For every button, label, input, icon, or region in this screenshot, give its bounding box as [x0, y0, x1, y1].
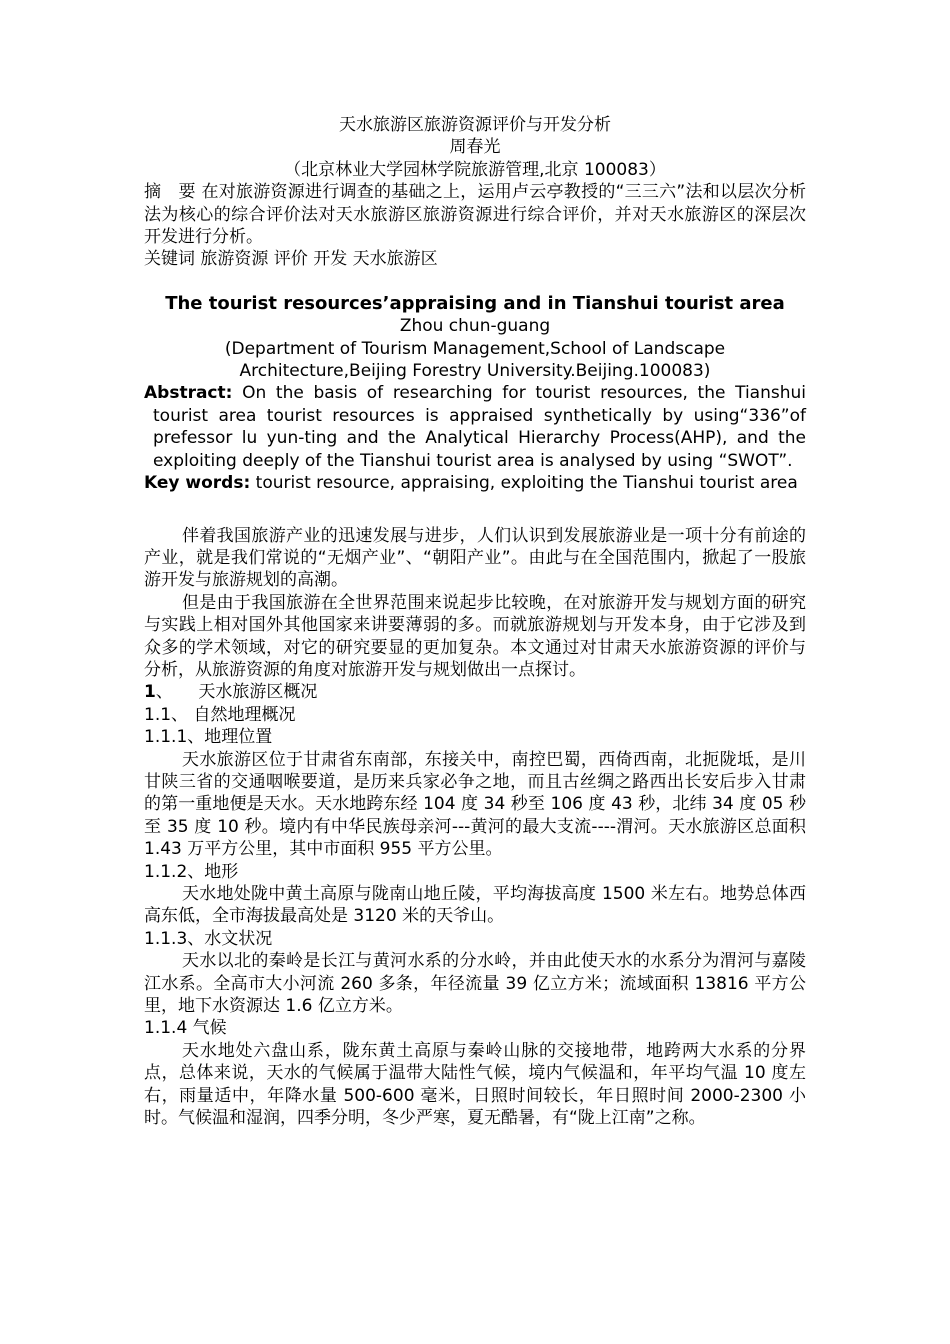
chinese-keywords-text: 旅游资源 评价 开发 天水旅游区 — [195, 249, 438, 270]
english-keywords — [144, 472, 806, 494]
section-1-1-heading: 1.1、 自然地理概况 — [144, 704, 296, 725]
spacer — [144, 495, 806, 525]
climate-paragraph: 天水地处六盘山系，陇东黄土高原与秦岭山脉的交接地带，地跨两大水系的分界点，总体来说，天水的气候属于温带大陆性气候，境内气候温和，年平均气温 10 度左右，雨量适中，年降水量 500-600 毫米，日照时间较长，年日照时间 2000-2300 小时。气候温和湿润，四季分明，冬少严寒，夏无酷暑，有“陇上江南”之称。 — [144, 1040, 806, 1129]
section-1-title: 天水旅游区概况 — [198, 682, 318, 703]
section-1-1-4-heading: 1.1.4 气候 — [144, 1018, 227, 1039]
english-abstract-label: Abstract: — [144, 383, 233, 404]
spacer — [144, 271, 806, 293]
english-affiliation-line-2: Architecture,Beijing Forestry University.Beijing.100083) — [239, 361, 711, 382]
chinese-abstract-text: 在对旅游资源进行调查的基础之上，运用卢云亭教授的“三三六”法和以层次分析法为核心的综合评价法对天水旅游区旅游资源进行综合评价，并对天水旅游区的深层次开发进行分析。 — [144, 182, 806, 248]
location-paragraph: 天水旅游区位于甘肃省东南部，东接关中，南控巴蜀，西倚西南，北扼陇坻，是川甘陕三省的交通咽喉要道，是历来兵家必争之地，而且古丝绸之路西出长安后步入甘肃的第一重地便是天水。天水地跨东经 104 度 34 秒至 106 度 43 秒，北纬 34 度 05 秒至 35 度 10 秒。境内有中华民族母亲河---黄河的最大支流----渭河。天水旅游区总面积 1.43 万平方公里，其中市面积 955 平方公里。 — [144, 749, 806, 860]
english-title: The tourist resources’appraising and in Tianshui tourist area — [165, 292, 785, 314]
english-author: Zhou chun-guang — [399, 316, 551, 337]
section-1-separator: 、 — [155, 682, 199, 703]
english-abstract — [144, 382, 806, 472]
section-1-1-2-heading: 1.1.2、地形 — [144, 861, 239, 882]
intro-paragraph-1: 伴着我国旅游产业的迅速发展与进步，人们认识到发展旅游业是一项十分有前途的产业，就是我们常说的“无烟产业”、“朝阳产业”。由此与在全国范围内，掀起了一股旅游开发与旅游规划的高潮。 — [144, 525, 806, 591]
section-1-heading — [144, 681, 806, 703]
section-1-number: 1 — [144, 682, 156, 703]
chinese-affiliation: （北京林业大学园林学院旅游管理,北京 100083） — [284, 159, 666, 180]
english-abstract-text: On the basis of researching for tourist resources, the Tianshui tourist area tourist resources is appraised synthetically by using“336”of prefessor lu yun-ting and the Analytical Hierarchy Process(AHP), and the exploiting deeply of the Tianshui tourist area is analysed by using “SWOT”. — [153, 383, 806, 471]
chinese-title: 天水旅游区旅游资源评价与开发分析 — [339, 115, 611, 135]
english-keywords-text: tourist resource, appraising, exploiting the Tianshui tourist area — [250, 473, 798, 494]
hydrology-paragraph: 天水以北的秦岭是长江与黄河水系的分水岭，并由此使天水的水系分为渭河与嘉陵江水系。全高市大小河流 260 多条，年径流量 39 亿立方米；流域面积 13816 平方公里，地下水资源达 1.6 亿立方米。 — [144, 951, 806, 1017]
chinese-keywords — [144, 248, 806, 270]
english-affiliation-line-1: (Department of Tourism Management,School of Landscape — [224, 338, 726, 359]
chinese-keywords-label: 关键词 — [144, 249, 195, 270]
page-content — [144, 114, 806, 1129]
terrain-paragraph: 天水地处陇中黄土高原与陇南山地丘陵，平均海拔高度 1500 米左右。地势总体西高东低，全市海拔最高处是 3120 米的天爷山。 — [144, 884, 806, 927]
intro-paragraph-2: 但是由于我国旅游在全世界范围来说起步比较晚，在对旅游开发与规划方面的研究与实践上相对国外其他国家来讲要薄弱的多。而就旅游规划与开发本身，由于它涉及到众多的学术领域，对它的研究要显的更加复杂。本文通过对甘肃天水旅游资源的评价与分析，从旅游资源的角度对旅游开发与规划做出一点探讨。 — [144, 592, 806, 680]
chinese-abstract — [144, 181, 806, 248]
section-1-1-3-heading: 1.1.3、水文状况 — [144, 928, 273, 949]
chinese-author: 周春光 — [449, 137, 501, 158]
english-keywords-label: Key words: — [144, 473, 251, 494]
chinese-abstract-label: 摘 要 — [144, 182, 196, 203]
section-1-1-1-heading: 1.1.1、地理位置 — [144, 727, 273, 748]
